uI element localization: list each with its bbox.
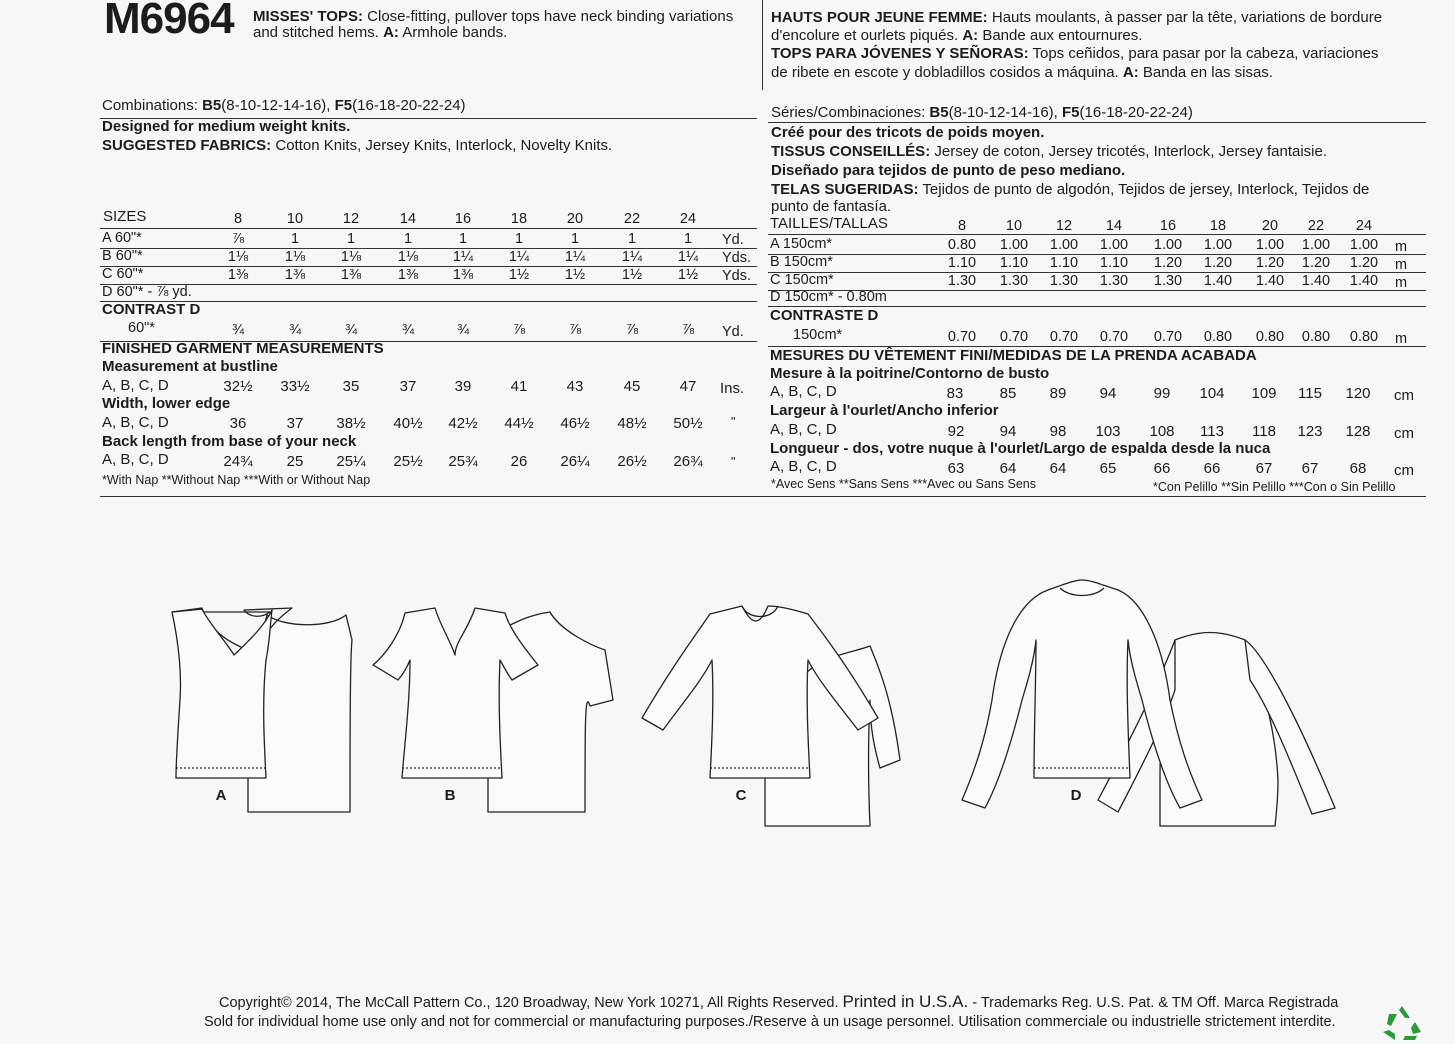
- view-label-b: B: [444, 787, 456, 804]
- metrage-value: 1.10: [1049, 255, 1079, 271]
- size-header: 12: [342, 211, 360, 227]
- longueur-value: 63: [947, 460, 965, 477]
- recycle-icon: [1377, 1004, 1427, 1044]
- poitrine-value: 94: [1099, 385, 1117, 402]
- fr-combinations-label: Séries/Combinaciones:: [771, 104, 926, 121]
- width-value: 42½: [448, 415, 478, 432]
- view-label-a: A: [215, 787, 227, 804]
- bust-value: 32½: [223, 378, 253, 395]
- fr-fabrics-text: Jersey de coton, Jersey tricotés, Interlock, Jersey fantaisie.: [934, 143, 1328, 160]
- metrage-value: 1.40: [1203, 273, 1233, 289]
- taille-header: 18: [1209, 218, 1227, 234]
- english-view-a-text: Armhole bands.: [402, 24, 508, 41]
- poitrine-value: 89: [1049, 385, 1067, 402]
- yardage-value: 1⅜: [340, 267, 362, 283]
- english-designed: Designed for medium weight knits.: [102, 118, 351, 135]
- trademark-text: - Trademarks Reg. U.S. Pat. & TM Off. Marca Registrada: [972, 995, 1339, 1011]
- size-header: 20: [566, 211, 584, 227]
- copyright-line: [219, 992, 1338, 1012]
- ourlet-value: 94: [999, 423, 1017, 440]
- metrage-value: 1.20: [1153, 255, 1183, 271]
- metrage-value: 0.80: [947, 237, 977, 253]
- size-header: 18: [510, 211, 528, 227]
- metrage-value: 1.40: [1255, 273, 1285, 289]
- back-value: 25¼: [336, 453, 366, 470]
- fr-nap-note: *Avec Sens **Sans Sens ***Avec ou Sans Sens: [771, 477, 1036, 491]
- es-nap-note: *Con Pelillo **Sin Pelillo ***Con o Sin Pelillo: [1153, 480, 1396, 494]
- poitrine-views: A, B, C, D: [770, 383, 837, 400]
- taille-header: 8: [957, 218, 967, 234]
- bust-value: 45: [623, 378, 641, 395]
- taille-header: 22: [1307, 218, 1325, 234]
- pattern-number: M6964: [104, 0, 234, 43]
- yardage-row-d: D 60"* - ⅞ yd.: [102, 284, 192, 300]
- poitrine-value: 120: [1345, 385, 1371, 402]
- french-heading-bold: HAUTS POUR JEUNE FEMME:: [771, 9, 988, 26]
- ourlet-value: 128: [1345, 423, 1371, 440]
- mesures-label: MESURES DU VÊTEMENT FINI/MEDIDAS DE LA PRENDA ACABADA: [770, 347, 1257, 364]
- yardage-value: 1: [290, 231, 300, 247]
- french-heading-line1: Hauts moulants, à passer par la tête, variations de bordure: [991, 9, 1383, 26]
- view-a-drawing: [172, 608, 352, 812]
- french-view-a-label: A:: [962, 27, 979, 44]
- poitrine-value: 115: [1298, 385, 1322, 402]
- english-heading-line2-text: and stitched hems.: [253, 24, 379, 41]
- ourlet-views: A, B, C, D: [770, 421, 837, 438]
- size-header: 14: [399, 211, 417, 227]
- fr-combo-b5: B5: [929, 104, 949, 121]
- metrage-value: 1.30: [1099, 273, 1129, 289]
- bust-value: 37: [399, 378, 417, 395]
- combo-b5: B5: [202, 97, 222, 114]
- contrast-value: ¾: [231, 322, 245, 338]
- longueur-value: 64: [1049, 460, 1067, 477]
- es-designed: Diseñado para tejidos de punto de peso mediano.: [771, 162, 1126, 179]
- yardage-row-label: C 60"*: [102, 266, 144, 282]
- french-view-a-text: Bande aux entournures.: [982, 27, 1143, 44]
- yardage-value: 1½: [508, 267, 530, 283]
- contraste-value: 0.80: [1349, 329, 1379, 345]
- size-header: 22: [623, 211, 641, 227]
- tailles-label: TAILLES/TALLAS: [770, 215, 888, 232]
- yardage-unit: Yds.: [722, 250, 752, 266]
- bust-value: 39: [454, 378, 472, 395]
- metrage-value: 1.20: [1203, 255, 1233, 271]
- contrast-value: ⅞: [625, 322, 639, 338]
- ourlet-value: 92: [947, 423, 965, 440]
- poitrine-value: 99: [1153, 385, 1171, 402]
- contraste-value: 0.80: [1255, 329, 1285, 345]
- metrage-value: 1.00: [999, 237, 1029, 253]
- poitrine-value: 85: [999, 385, 1017, 402]
- yardage-row-label: A 60"*: [102, 230, 142, 246]
- metrage-value: 1.40: [1349, 273, 1379, 289]
- longueur-unit: cm: [1394, 462, 1414, 479]
- taille-header: 14: [1105, 218, 1123, 234]
- contraste-width: 150cm*: [793, 327, 843, 343]
- es-fabrics-label: TELAS SUGERIDAS:: [771, 181, 919, 198]
- longueur-value: 66: [1153, 460, 1171, 477]
- bust-value: 43: [566, 378, 584, 395]
- fr-combo-f5-sizes: (16-18-20-22-24): [1079, 104, 1193, 121]
- width-label: Width, lower edge: [102, 395, 231, 412]
- ourlet-value: 123: [1297, 423, 1323, 440]
- metrage-value: 1.00: [1153, 237, 1183, 253]
- width-value: 48½: [617, 415, 647, 432]
- back-value: 26¼: [560, 453, 590, 470]
- longueur-value: 66: [1203, 460, 1221, 477]
- combo-f5: F5: [334, 97, 353, 114]
- yardage-value: 1⅜: [452, 267, 474, 283]
- longueur-value: 67: [1255, 460, 1273, 477]
- width-views: A, B, C, D: [102, 414, 169, 431]
- yardage-value: 1½: [621, 267, 643, 283]
- poitrine-value: 104: [1199, 385, 1225, 402]
- yardage-value: 1⅛: [397, 249, 419, 265]
- metrage-row-label: C 150cm*: [770, 272, 834, 288]
- english-view-a-label: A:: [383, 24, 399, 41]
- view-d-drawing: [962, 580, 1335, 826]
- yardage-value: 1: [403, 231, 413, 247]
- contrast-width: 60"*: [128, 320, 155, 336]
- metrage-row-d: D 150cm* - 0.80m: [770, 289, 887, 305]
- yardage-value: 1⅜: [284, 267, 306, 283]
- contraste-value: 0.70: [999, 329, 1029, 345]
- metrage-value: 1.00: [1255, 237, 1285, 253]
- view-label-d: D: [1070, 787, 1082, 804]
- taille-header: 24: [1355, 218, 1373, 234]
- metrage-value: 1.00: [1099, 237, 1129, 253]
- metrage-value: 1.10: [947, 255, 977, 271]
- back-value: 26½: [617, 453, 647, 470]
- sizes-label: SIZES: [103, 208, 147, 225]
- combo-f5-sizes: (16-18-20-22-24): [352, 97, 466, 114]
- english-heading-bold: MISSES' TOPS:: [253, 8, 363, 25]
- poitrine-value: 109: [1251, 385, 1277, 402]
- yardage-value: 1⅛: [227, 249, 249, 265]
- metrage-value: 1.00: [1301, 237, 1331, 253]
- yardage-value: 1¼: [508, 249, 530, 265]
- yardage-value: 1¼: [677, 249, 699, 265]
- ourlet-value: 98: [1049, 423, 1067, 440]
- longueur-label: Longueur - dos, votre nuque à l'ourlet/Largo de espalda desde la nuca: [770, 440, 1271, 457]
- yardage-value: 1¼: [564, 249, 586, 265]
- fr-combo-f5: F5: [1062, 104, 1080, 121]
- width-value: 46½: [560, 415, 590, 432]
- poitrine-value: 83: [946, 385, 964, 402]
- back-value: 26¾: [673, 453, 703, 470]
- bust-views: A, B, C, D: [102, 377, 169, 394]
- bust-label: Measurement at bustline: [102, 358, 278, 375]
- ourlet-value: 103: [1095, 423, 1121, 440]
- ourlet-value: 108: [1149, 423, 1175, 440]
- taille-header: 16: [1159, 218, 1177, 234]
- yardage-value: 1: [458, 231, 468, 247]
- yardage-value: 1: [683, 231, 693, 247]
- yardage-unit: Yd.: [722, 232, 744, 248]
- view-c-drawing: [642, 606, 900, 826]
- metrage-value: 1.30: [1049, 273, 1079, 289]
- contraste-value: 0.70: [1099, 329, 1129, 345]
- metrage-value: 1.20: [1255, 255, 1285, 271]
- ourlet-value: 118: [1252, 423, 1276, 440]
- combinations-label: Combinations:: [102, 97, 198, 114]
- back-views: A, B, C, D: [102, 451, 169, 468]
- back-value: 25: [286, 453, 304, 470]
- metrage-unit: m: [1395, 257, 1408, 273]
- es-fabrics-text1: Tejidos de punto de algodón, Tejidos de jersey, Interlock, Tejidos de: [922, 181, 1370, 198]
- yardage-value: 1⅜: [227, 267, 249, 283]
- bust-value: 47: [679, 378, 697, 395]
- spanish-view-a-text: Banda en las sisas.: [1142, 64, 1273, 81]
- fr-combo-b5-sizes: (8-10-12-14-16),: [948, 104, 1058, 121]
- size-header: 24: [679, 211, 697, 227]
- contrast-value: ¾: [344, 322, 358, 338]
- copyright-text: Copyright© 2014, The McCall Pattern Co., 120 Broadway, New York 10271, All Rights Reserved.: [219, 995, 839, 1011]
- poitrine-unit: cm: [1394, 387, 1414, 404]
- contrast-value: ¾: [456, 322, 470, 338]
- yardage-value: 1⅛: [340, 249, 362, 265]
- metrage-row-label: A 150cm*: [770, 236, 833, 252]
- contraste-label: CONTRASTE D: [770, 307, 879, 324]
- metrage-value: 1.30: [1153, 273, 1183, 289]
- contraste-value: 0.80: [1301, 329, 1331, 345]
- longueur-value: 65: [1099, 460, 1117, 477]
- longueur-views: A, B, C, D: [770, 458, 837, 475]
- contrast-value: ⅞: [681, 322, 695, 338]
- contrast-value: ¾: [401, 322, 415, 338]
- ourlet-unit: cm: [1394, 425, 1414, 442]
- bust-unit: Ins.: [720, 380, 745, 397]
- longueur-value: 67: [1301, 460, 1319, 477]
- yardage-value: 1: [346, 231, 356, 247]
- contraste-value: 0.80: [1203, 329, 1233, 345]
- metrage-value: 1.20: [1301, 255, 1331, 271]
- metrage-unit: m: [1395, 239, 1408, 255]
- longueur-value: 64: [999, 460, 1017, 477]
- es-fabrics-line2: punto de fantasía.: [771, 198, 892, 215]
- width-value: 44½: [504, 415, 534, 432]
- taille-header: 12: [1055, 218, 1073, 234]
- contraste-unit: m: [1395, 331, 1408, 347]
- size-header: 10: [286, 211, 304, 227]
- fabrics-label: SUGGESTED FABRICS:: [102, 137, 272, 154]
- contrast-unit: Yd.: [722, 324, 744, 340]
- yardage-unit: Yds.: [722, 268, 752, 284]
- nap-note: *With Nap **Without Nap ***With or Without Nap: [102, 473, 371, 487]
- metrage-value: 1.10: [1099, 255, 1129, 271]
- longueur-value: 68: [1349, 460, 1367, 477]
- back-value: 25¾: [448, 453, 478, 470]
- yardage-value: 1½: [564, 267, 586, 283]
- yardage-value: 1: [514, 231, 524, 247]
- spanish-heading-bold: TOPS PARA JÓVENES Y SEÑORAS:: [771, 45, 1029, 62]
- spanish-heading-line1: Tops ceñidos, para pasar por la cabeza, variaciones: [1032, 45, 1379, 62]
- usage-line: Sold for individual home use only and not for commercial or manufacturing purposes./Reserve à un usage personnel. Utilisation commerciale ou industrielle strictement interdite.: [204, 1014, 1336, 1030]
- ourlet-label: Largeur à l'ourlet/Ancho inferior: [770, 402, 999, 419]
- yardage-value: 1⅛: [284, 249, 306, 265]
- size-header: 16: [454, 211, 472, 227]
- metrage-value: 1.10: [999, 255, 1029, 271]
- contraste-value: 0.70: [1049, 329, 1079, 345]
- yardage-value: 1: [627, 231, 637, 247]
- fabrics-text: Cotton Knits, Jersey Knits, Interlock, Novelty Knits.: [275, 137, 613, 154]
- width-value: 50½: [673, 415, 703, 432]
- metrage-value: 1.30: [947, 273, 977, 289]
- metrage-value: 1.40: [1301, 273, 1331, 289]
- back-value: 24¾: [223, 453, 253, 470]
- yardage-row-label: B 60"*: [102, 248, 143, 264]
- metrage-value: 1.00: [1349, 237, 1379, 253]
- english-heading-line1: Close-fitting, pullover tops have neck binding variations: [367, 8, 734, 25]
- metrage-value: 1.00: [1203, 237, 1233, 253]
- contraste-value: 0.70: [947, 329, 977, 345]
- metrage-unit: m: [1395, 275, 1408, 291]
- printed-in: Printed in U.S.A.: [842, 992, 969, 1011]
- view-label-c: C: [735, 787, 747, 804]
- width-unit: ": [731, 415, 736, 429]
- spanish-heading-line2-text: de ribete en escote y dobladillos cosidos a máquina.: [771, 64, 1119, 81]
- yardage-value: 1¼: [452, 249, 474, 265]
- metrage-row-label: B 150cm*: [770, 254, 833, 270]
- yardage-value: 1¼: [621, 249, 643, 265]
- metrage-value: 1.00: [1049, 237, 1079, 253]
- french-heading-line2-text: d'encolure et ourlets piqués.: [771, 27, 959, 44]
- contrast-value: ¾: [288, 322, 302, 338]
- yardage-value: ⅞: [231, 231, 245, 247]
- back-value: 25½: [393, 453, 423, 470]
- metrage-value: 1.20: [1349, 255, 1379, 271]
- contrast-label: CONTRAST D: [102, 301, 201, 318]
- width-value: 37: [286, 415, 304, 432]
- fr-designed: Créé pour des tricots de poids moyen.: [771, 124, 1045, 141]
- poitrine-label: Mesure à la poitrine/Contorno de busto: [770, 365, 1050, 382]
- finished-label: FINISHED GARMENT MEASUREMENTS: [102, 340, 384, 357]
- fr-fabrics-label: TISSUS CONSEILLÉS:: [771, 143, 931, 160]
- bust-value: 33½: [280, 378, 310, 395]
- width-value: 38½: [336, 415, 366, 432]
- ourlet-value: 113: [1200, 423, 1224, 440]
- width-value: 36: [229, 415, 247, 432]
- back-unit: ": [731, 455, 736, 469]
- view-b-drawing: [373, 608, 613, 812]
- contraste-value: 0.70: [1153, 329, 1183, 345]
- contrast-value: ⅞: [568, 322, 582, 338]
- bust-value: 35: [342, 378, 360, 395]
- contrast-value: ⅞: [512, 322, 526, 338]
- metrage-value: 1.30: [999, 273, 1029, 289]
- back-label: Back length from base of your neck: [102, 433, 357, 450]
- taille-header: 20: [1261, 218, 1279, 234]
- taille-header: 10: [1005, 218, 1023, 234]
- combo-b5-sizes: (8-10-12-14-16),: [221, 97, 331, 114]
- bust-value: 41: [510, 378, 528, 395]
- spanish-view-a-label: A:: [1122, 64, 1139, 81]
- width-value: 40½: [393, 415, 423, 432]
- yardage-value: 1⅜: [397, 267, 419, 283]
- back-value: 26: [510, 453, 528, 470]
- yardage-value: 1: [570, 231, 580, 247]
- size-header: 8: [233, 211, 243, 227]
- yardage-value: 1½: [677, 267, 699, 283]
